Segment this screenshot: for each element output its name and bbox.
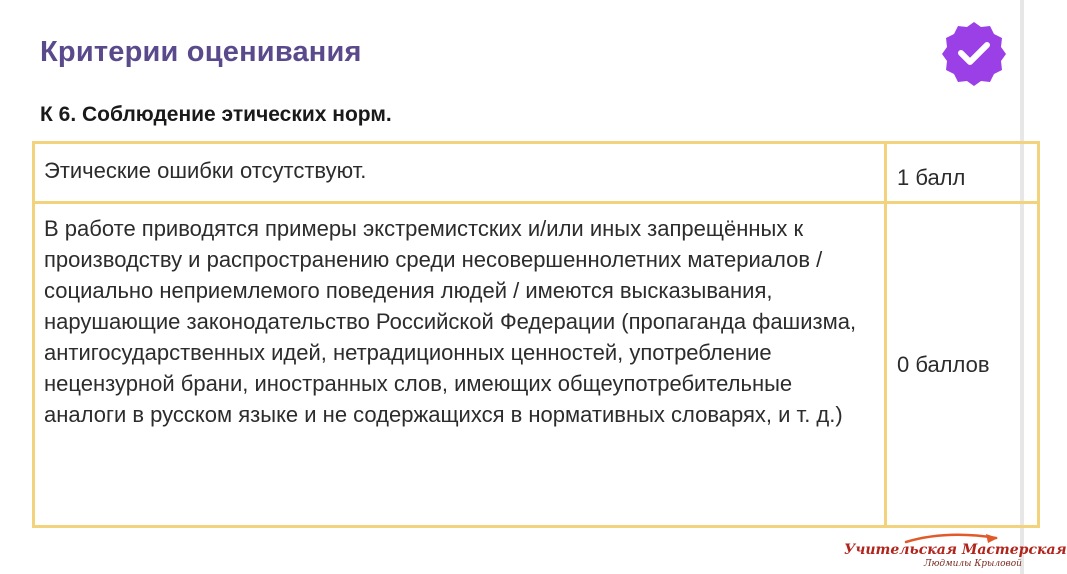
criterion-score: 1 балл (886, 143, 1039, 203)
check-badge-icon (940, 18, 1008, 86)
publisher-logo (836, 532, 1067, 570)
page-title: Критерии оценивания (40, 36, 362, 68)
criteria-table (32, 141, 1040, 528)
logo-sub-text: Людмилы Крыловой (924, 559, 1022, 569)
criterion-heading: К 6. Соблюдение этических норм. (40, 103, 392, 126)
table-row (34, 143, 1039, 203)
criterion-score: 0 баллов (886, 203, 1039, 527)
table-row (34, 203, 1039, 527)
criterion-description: Этические ошибки отсутствуют. (34, 143, 886, 203)
logo-main-text: Учительская Мастерская (844, 542, 1067, 558)
criterion-description: В работе приводятся примеры экстремистских и/или иных запрещённых к производству и распространению среди несовершеннолетних материалов / социально неприемлемого поведения людей / имеются высказывания, нарушающие законодательство Российской Федерации (пропаганда фашизма, антигосударственных идей, нетрадиционных ценностей, употребление нецензурной брани, иностранных слов, имеющих общеупотребительные аналоги в русском языке и не содержащихся в нормативных словарях, и т. д.) (34, 203, 886, 527)
